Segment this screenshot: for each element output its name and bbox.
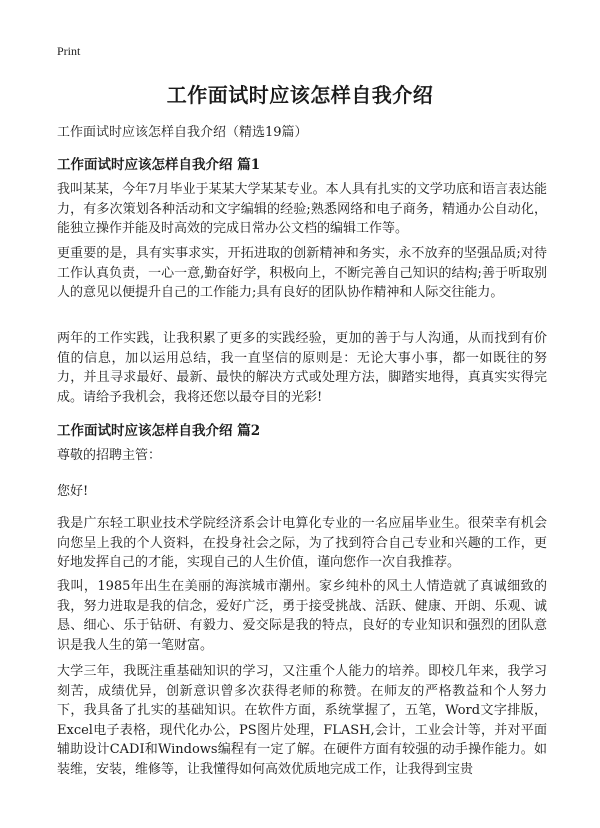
document-subtitle: 工作面试时应该怎样自我介绍（精选19篇） bbox=[57, 125, 308, 140]
section-1-paragraph-1: 我叫某某，今年7月毕业于某某大学某某专业。本人具有扎实的文学功底和语言表达能力，有多次策划各种活动和文字编辑的经验;熟悉网络和电子商务，精通办公自动化，能独立操作并能及时高效的完成日常办公文档的编辑工作等。 bbox=[57, 182, 547, 236]
section-1-paragraph-3: 两年的工作实践，让我积累了更多的实践经验，更加的善于与人沟通，从而找到有价值的信息，加以运用总结，我一直坚信的原则是：无论大事小事，都一如既往的努力，并且寻求最好、最新、最快的解决方式或处理方法，脚踏实地得，真真实实得完成。请给予我机会，我将还您以最夺目的光彩! bbox=[57, 331, 547, 405]
section-2-paragraph-1: 我是广东轻工职业技术学院经济系会计电算化专业的一名应届毕业生。很荣幸有机会向您呈上我的个人资料，在投身社会之际，为了找到符合自己专业和兴趣的工作，更好地发挥自己的才能，实现自己的人生价值，谨向您作一次自我推荐。 bbox=[57, 516, 547, 570]
salutation: 尊敬的招聘主管： bbox=[57, 448, 162, 463]
section-heading-2: 工作面试时应该怎样自我介绍 篇2 bbox=[57, 423, 261, 439]
section-heading-1: 工作面试时应该怎样自我介绍 篇1 bbox=[57, 157, 261, 173]
page-title: 工作面试时应该怎样自我介绍 bbox=[166, 83, 434, 107]
section-2-paragraph-2: 我叫，1985年出生在美丽的海滨城市潮州。家乡纯朴的风土人情造就了真诚细致的我，努力进取是我的信念，爱好广泛，勇于接受挑战、活跃、健康、开朗、乐观、诚恳、细心、乐于钻研、有毅力、爱交际是我的特点，良好的专业知识和强烈的团队意识是我人生的第一笔财富。 bbox=[57, 579, 547, 653]
print-link[interactable]: Print bbox=[57, 44, 81, 58]
section-2-paragraph-3: 大学三年，我既注重基础知识的学习，又注重个人能力的培养。即校几年来，我学习刻苦，成绩优异，创新意识曾多次获得老师的称赞。在师友的严格教益和个人努力下，我具备了扎实的基础知识。在软件方面，系统掌握了，五笔，Word文字排版，Excel电子表格，现代化办公，PS图片处理，FLASH,会计，工业会计等，并对平面辅助设计CADI和Windows编程有一定了解。在硬件方面有较强的动手操作能力。如装维，安装，维修等，让我懂得如何高效优质地完成工作，让我得到宝贵 bbox=[57, 664, 547, 777]
section-1-paragraph-2: 更重要的是，具有实事求实，开拓进取的创新精神和务实，永不放弃的坚强品质;对待工作认真负责，一心一意,勤奋好学，积极向上，不断完善自己知识的结构;善于听取别人的意见以便提升自己的工作能力;具有良好的团队协作精神和人际交往能力。 bbox=[57, 246, 547, 300]
greeting: 您好! bbox=[57, 484, 89, 499]
